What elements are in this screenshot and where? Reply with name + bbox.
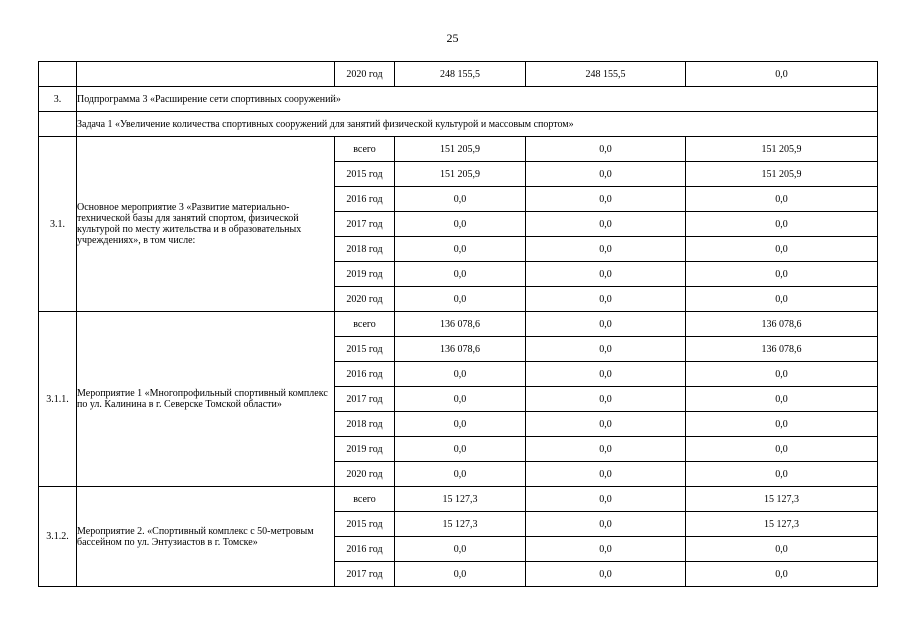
period-cell: 2017 год: [335, 562, 395, 587]
period-cell: 2015 год: [335, 162, 395, 187]
value-federal-cell: 0,0: [526, 562, 686, 587]
value-total-cell: 136 078,6: [395, 337, 526, 362]
period-cell: 2016 год: [335, 537, 395, 562]
value-total-cell: 248 155,5: [395, 62, 526, 87]
value-other-cell: 136 078,6: [686, 337, 878, 362]
value-federal-cell: 0,0: [526, 512, 686, 537]
value-other-cell: 0,0: [686, 287, 878, 312]
value-total-cell: 15 127,3: [395, 487, 526, 512]
period-cell: 2018 год: [335, 237, 395, 262]
period-cell: 2016 год: [335, 187, 395, 212]
value-other-cell: 0,0: [686, 462, 878, 487]
period-cell: 2017 год: [335, 387, 395, 412]
period-cell: 2020 год: [335, 462, 395, 487]
period-cell: 2017 год: [335, 212, 395, 237]
value-federal-cell: 0,0: [526, 362, 686, 387]
value-federal-cell: 0,0: [526, 462, 686, 487]
period-cell: всего: [335, 137, 395, 162]
value-total-cell: 0,0: [395, 462, 526, 487]
value-total-cell: 0,0: [395, 437, 526, 462]
item-name: Основное мероприятие 3 «Развитие материально-технической базы для занятий спортом, физической культурой по месту жительства и в образовательных учреждениях», в том числе:: [77, 137, 335, 312]
value-other-cell: 151 205,9: [686, 137, 878, 162]
value-total-cell: 0,0: [395, 387, 526, 412]
value-federal-cell: 0,0: [526, 262, 686, 287]
value-other-cell: 0,0: [686, 62, 878, 87]
value-total-cell: 151 205,9: [395, 162, 526, 187]
value-federal-cell: 0,0: [526, 162, 686, 187]
value-total-cell: 0,0: [395, 412, 526, 437]
period-cell: 2020 год: [335, 62, 395, 87]
table-row: [39, 137, 878, 162]
item-number: 3.1.2.: [39, 487, 77, 587]
item-name: Мероприятие 2. «Спортивный комплекс с 50-метровым бассейном по ул. Энтузиастов в г. Томске»: [77, 487, 335, 587]
value-total-cell: 0,0: [395, 287, 526, 312]
table-row: [39, 487, 878, 512]
value-federal-cell: 0,0: [526, 412, 686, 437]
value-federal-cell: 0,0: [526, 537, 686, 562]
value-total-cell: 0,0: [395, 187, 526, 212]
value-federal-cell: 0,0: [526, 487, 686, 512]
subprogram-num: 3.: [39, 87, 77, 112]
value-other-cell: 0,0: [686, 437, 878, 462]
item-name: Мероприятие 1 «Многопрофильный спортивный комплекс по ул. Калинина в г. Северске Томской области»: [77, 312, 335, 487]
period-cell: всего: [335, 312, 395, 337]
subprogram-row: [39, 87, 878, 112]
item-number: 3.1.: [39, 137, 77, 312]
value-total-cell: 0,0: [395, 237, 526, 262]
budget-table: [38, 61, 878, 587]
num-cell: [39, 62, 77, 87]
table-row-top: [39, 62, 878, 87]
value-federal-cell: 0,0: [526, 387, 686, 412]
value-federal-cell: 0,0: [526, 287, 686, 312]
value-total-cell: 0,0: [395, 362, 526, 387]
value-other-cell: 0,0: [686, 537, 878, 562]
value-federal-cell: 0,0: [526, 212, 686, 237]
value-total-cell: 0,0: [395, 537, 526, 562]
task-title: Задача 1 «Увеличение количества спортивных сооружений для занятий физической культурой и массовым спортом»: [77, 112, 878, 137]
value-total-cell: 136 078,6: [395, 312, 526, 337]
budget-table-body: [39, 62, 878, 587]
period-cell: 2018 год: [335, 412, 395, 437]
page-number: 25: [446, 31, 459, 45]
item-number: 3.1.1.: [39, 312, 77, 487]
value-total-cell: 0,0: [395, 262, 526, 287]
period-cell: 2019 год: [335, 437, 395, 462]
value-total-cell: 15 127,3: [395, 512, 526, 537]
value-federal-cell: 0,0: [526, 312, 686, 337]
period-cell: всего: [335, 487, 395, 512]
period-cell: 2015 год: [335, 512, 395, 537]
table-row: [39, 312, 878, 337]
value-federal-cell: 0,0: [526, 137, 686, 162]
value-federal-cell: 0,0: [526, 187, 686, 212]
value-federal-cell: 0,0: [526, 237, 686, 262]
value-federal-cell: 248 155,5: [526, 62, 686, 87]
value-other-cell: 0,0: [686, 562, 878, 587]
name-cell: [77, 62, 335, 87]
task-row: [39, 112, 878, 137]
value-other-cell: 0,0: [686, 387, 878, 412]
value-other-cell: 151 205,9: [686, 162, 878, 187]
value-other-cell: 15 127,3: [686, 512, 878, 537]
value-total-cell: 0,0: [395, 212, 526, 237]
value-total-cell: 0,0: [395, 562, 526, 587]
value-federal-cell: 0,0: [526, 437, 686, 462]
value-other-cell: 0,0: [686, 237, 878, 262]
subprogram-title: Подпрограмма 3 «Расширение сети спортивных сооружений»: [77, 87, 878, 112]
value-other-cell: 0,0: [686, 262, 878, 287]
period-cell: 2016 год: [335, 362, 395, 387]
value-other-cell: 15 127,3: [686, 487, 878, 512]
period-cell: 2015 год: [335, 337, 395, 362]
value-other-cell: 0,0: [686, 187, 878, 212]
value-other-cell: 0,0: [686, 212, 878, 237]
value-other-cell: 0,0: [686, 412, 878, 437]
period-cell: 2020 год: [335, 287, 395, 312]
value-other-cell: 0,0: [686, 362, 878, 387]
value-other-cell: 136 078,6: [686, 312, 878, 337]
value-total-cell: 151 205,9: [395, 137, 526, 162]
period-cell: 2019 год: [335, 262, 395, 287]
task-num-cell: [39, 112, 77, 137]
value-federal-cell: 0,0: [526, 337, 686, 362]
